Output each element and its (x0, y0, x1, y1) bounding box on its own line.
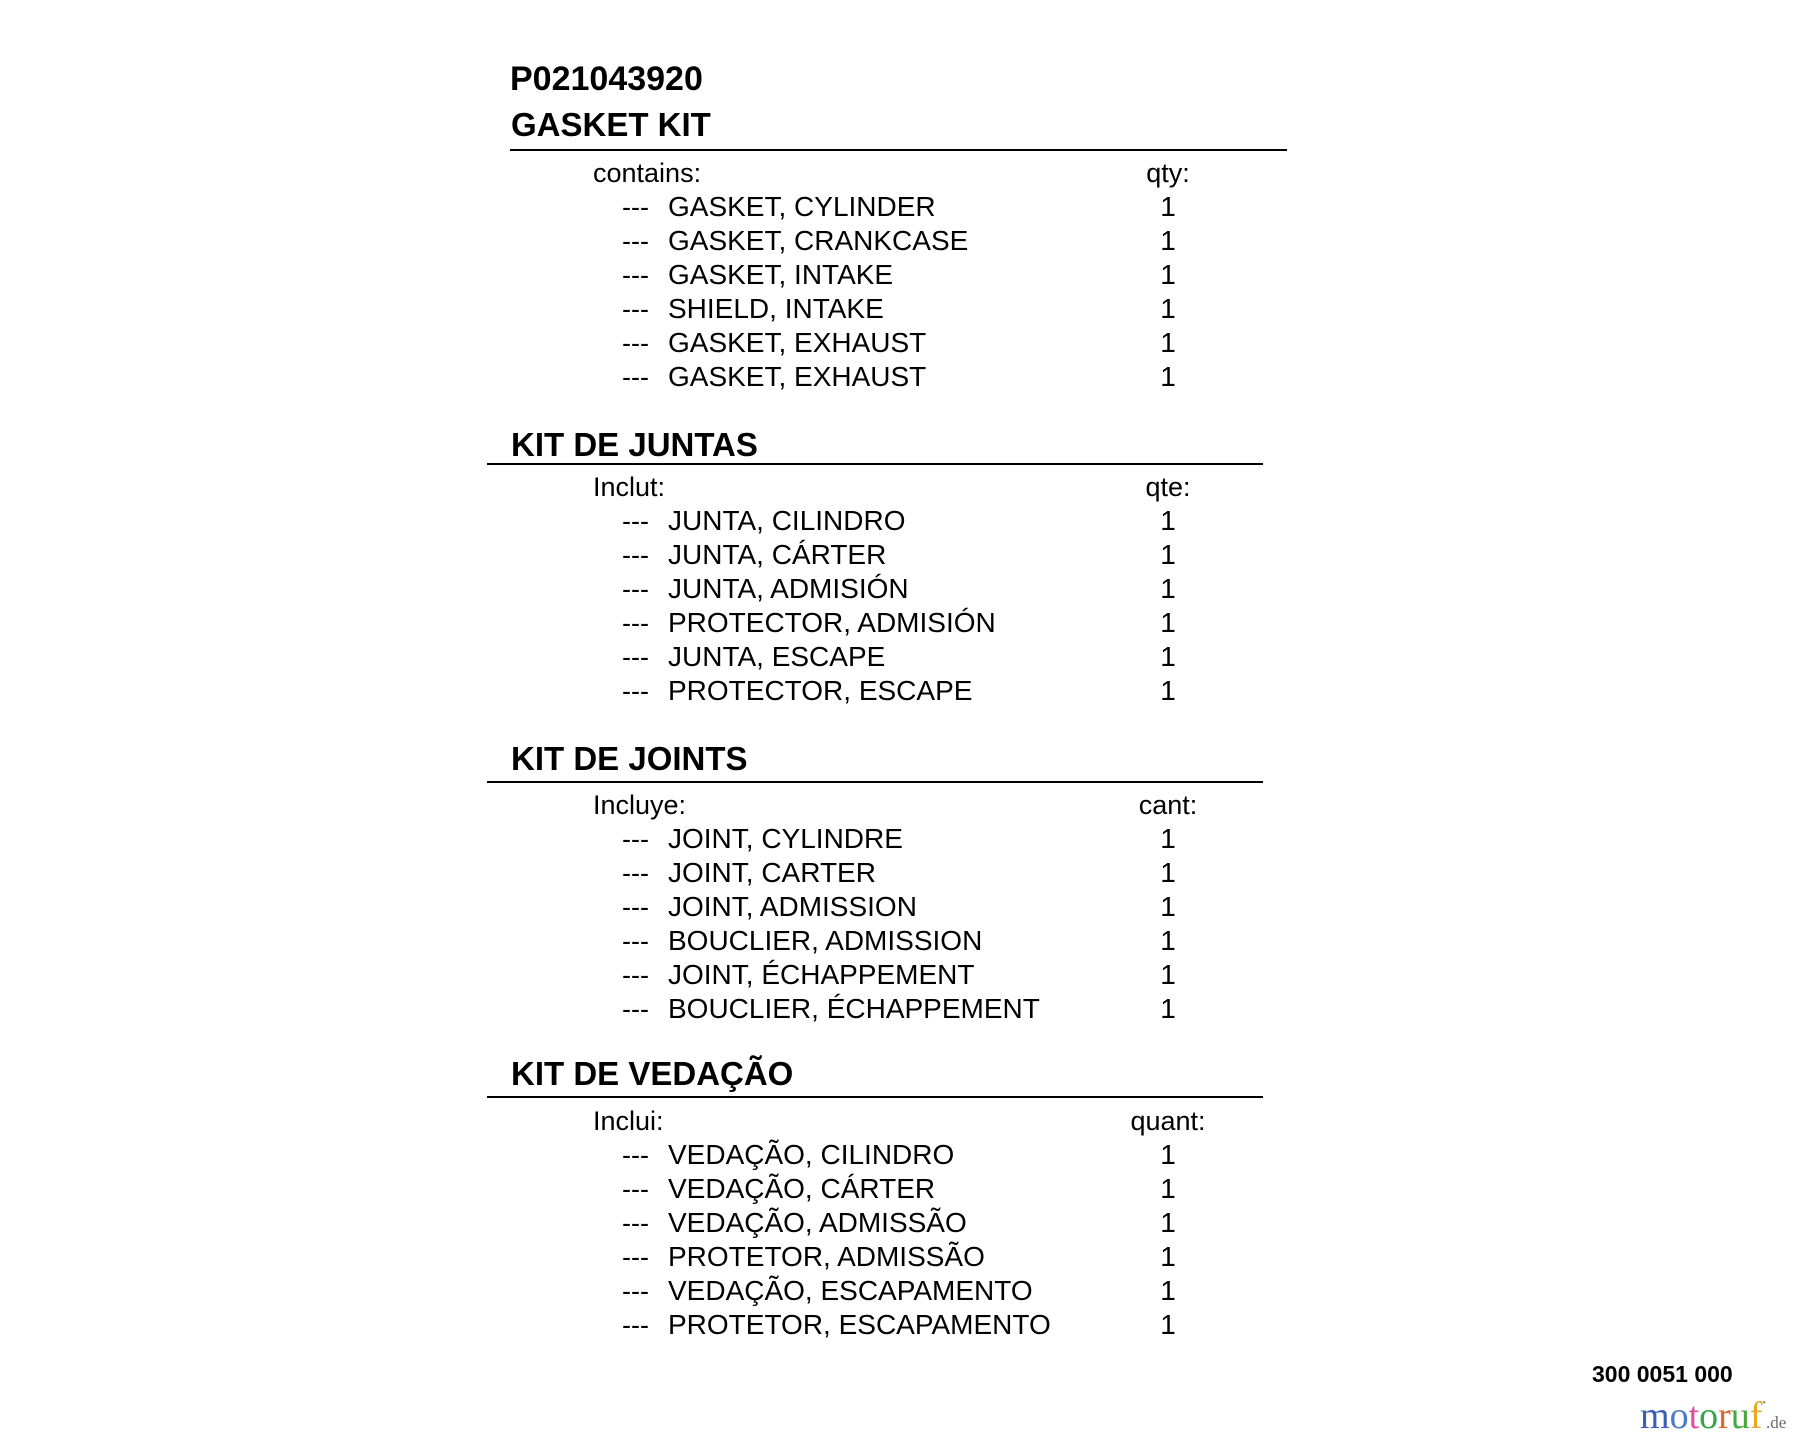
list-item (0, 226, 1800, 260)
list-item (0, 1208, 1800, 1242)
item-qty: 1 (1160, 361, 1176, 392)
list-item (0, 1310, 1800, 1344)
section-title: KIT DE JUNTAS (511, 426, 758, 463)
list-item (0, 642, 1800, 676)
item-dash: --- (622, 328, 649, 358)
item-qty: 1 (1160, 675, 1176, 706)
logo-letter: t (1688, 1395, 1700, 1437)
item-dash: --- (622, 1140, 649, 1170)
item-name: JUNTA, CÁRTER (668, 539, 887, 570)
list-item (0, 676, 1800, 710)
item-name: VEDAÇÃO, ESCAPAMENTO (668, 1275, 1033, 1306)
item-qty: 1 (1160, 1173, 1176, 1204)
item-name: JUNTA, ESCAPE (668, 641, 886, 672)
item-dash: --- (622, 506, 649, 536)
logo-letter: r (1718, 1395, 1731, 1437)
list-item (0, 362, 1800, 396)
item-qty: 1 (1160, 607, 1176, 638)
item-dash: --- (622, 608, 649, 638)
item-name: JOINT, CYLINDRE (668, 823, 903, 854)
item-name: GASKET, CYLINDER (668, 191, 936, 222)
section-title: KIT DE JOINTS (511, 740, 748, 777)
qty-label: qty: (1146, 158, 1190, 188)
list-item (0, 260, 1800, 294)
list-item (0, 1276, 1800, 1310)
item-name: JUNTA, CILINDRO (668, 505, 906, 536)
item-qty: 1 (1160, 959, 1176, 990)
list-item (0, 960, 1800, 994)
item-name: GASKET, EXHAUST (668, 361, 927, 392)
list-item (0, 1140, 1800, 1174)
list-item (0, 824, 1800, 858)
section-title: KIT DE VEDAÇÃO (511, 1055, 794, 1092)
item-qty: 1 (1160, 259, 1176, 290)
item-dash: --- (622, 1242, 649, 1272)
item-dash: --- (622, 892, 649, 922)
list-item (0, 192, 1800, 226)
logo-letter: f (1749, 1395, 1763, 1437)
item-dash: --- (622, 642, 649, 672)
item-name: BOUCLIER, ÉCHAPPEMENT (668, 993, 1040, 1024)
list-item (0, 574, 1800, 608)
qty-label: qte: (1145, 472, 1191, 502)
item-dash: --- (622, 260, 649, 290)
logo-letter: o (1699, 1395, 1719, 1437)
section-divider (487, 781, 1263, 783)
item-name: BOUCLIER, ADMISSION (668, 925, 983, 956)
item-dash: --- (622, 192, 649, 222)
item-qty: 1 (1160, 1241, 1176, 1272)
part-number: P021043920 (510, 60, 703, 98)
item-name: JOINT, ADMISSION (668, 891, 917, 922)
item-name: PROTECTOR, ADMISIÓN (668, 607, 996, 638)
item-name: GASKET, INTAKE (668, 259, 894, 290)
item-name: PROTETOR, ADMISSÃO (668, 1241, 985, 1272)
item-dash: --- (622, 994, 649, 1024)
list-item (0, 328, 1800, 362)
item-name: VEDAÇÃO, ADMISSÃO (668, 1207, 967, 1238)
item-dash: --- (622, 574, 649, 604)
document-number: 300 0051 000 (1592, 1361, 1733, 1387)
item-dash: --- (622, 1310, 649, 1340)
section-divider (510, 149, 1287, 151)
item-dash: --- (622, 1208, 649, 1238)
list-item (0, 926, 1800, 960)
list-item (0, 540, 1800, 574)
item-dash: --- (622, 362, 649, 392)
item-qty: 1 (1160, 191, 1176, 222)
list-item (0, 1174, 1800, 1208)
item-name: SHIELD, INTAKE (668, 293, 884, 324)
logo-letter: o (1669, 1395, 1689, 1437)
item-qty: 1 (1160, 1139, 1176, 1170)
item-qty: 1 (1160, 293, 1176, 324)
item-name: GASKET, EXHAUST (668, 327, 927, 358)
item-qty: 1 (1160, 823, 1176, 854)
motoruf-logo (1640, 1396, 1786, 1446)
section-divider (487, 1096, 1263, 1098)
list-item (0, 1242, 1800, 1276)
logo-letter: u (1730, 1395, 1750, 1437)
item-dash: --- (622, 226, 649, 256)
list-item (0, 994, 1800, 1028)
item-name: JUNTA, ADMISIÓN (668, 573, 909, 604)
list-item (0, 506, 1800, 540)
item-name: GASKET, CRANKCASE (668, 225, 969, 256)
item-dash: --- (622, 1174, 649, 1204)
item-qty: 1 (1160, 573, 1176, 604)
contains-label: Inclut: (593, 472, 666, 502)
item-dash: --- (622, 540, 649, 570)
item-qty: 1 (1160, 327, 1176, 358)
contains-label: Incluye: (593, 790, 687, 820)
section-divider (487, 463, 1263, 465)
item-dash: --- (622, 294, 649, 324)
item-qty: 1 (1160, 1309, 1176, 1340)
item-qty: 1 (1160, 225, 1176, 256)
item-qty: 1 (1160, 891, 1176, 922)
section-title: GASKET KIT (511, 106, 711, 143)
item-qty: 1 (1160, 993, 1176, 1024)
item-name: JOINT, ÉCHAPPEMENT (668, 959, 975, 990)
item-dash: --- (622, 960, 649, 990)
logo-letter: m (1640, 1395, 1670, 1437)
list-item (0, 858, 1800, 892)
item-qty: 1 (1160, 857, 1176, 888)
item-dash: --- (622, 676, 649, 706)
item-dash: --- (622, 926, 649, 956)
item-name: VEDAÇÃO, CÁRTER (668, 1173, 936, 1204)
item-dash: --- (622, 858, 649, 888)
logo-dot-icon: • (1762, 1398, 1766, 1409)
logo-suffix: .de (1765, 1413, 1787, 1432)
item-qty: 1 (1160, 641, 1176, 672)
contains-label: Inclui: (593, 1106, 664, 1136)
item-dash: --- (622, 1276, 649, 1306)
item-dash: --- (622, 824, 649, 854)
item-name: VEDAÇÃO, CILINDRO (668, 1139, 955, 1170)
contains-label: contains: (593, 158, 702, 188)
item-qty: 1 (1160, 1207, 1176, 1238)
qty-label: quant: (1130, 1106, 1206, 1136)
item-qty: 1 (1160, 1275, 1176, 1306)
item-name: PROTECTOR, ESCAPE (668, 675, 973, 706)
qty-label: cant: (1138, 790, 1198, 820)
item-qty: 1 (1160, 505, 1176, 536)
item-qty: 1 (1160, 539, 1176, 570)
item-qty: 1 (1160, 925, 1176, 956)
item-name: PROTETOR, ESCAPAMENTO (668, 1309, 1051, 1340)
item-name: JOINT, CARTER (668, 857, 876, 888)
list-item (0, 294, 1800, 328)
list-item (0, 892, 1800, 926)
list-item (0, 608, 1800, 642)
